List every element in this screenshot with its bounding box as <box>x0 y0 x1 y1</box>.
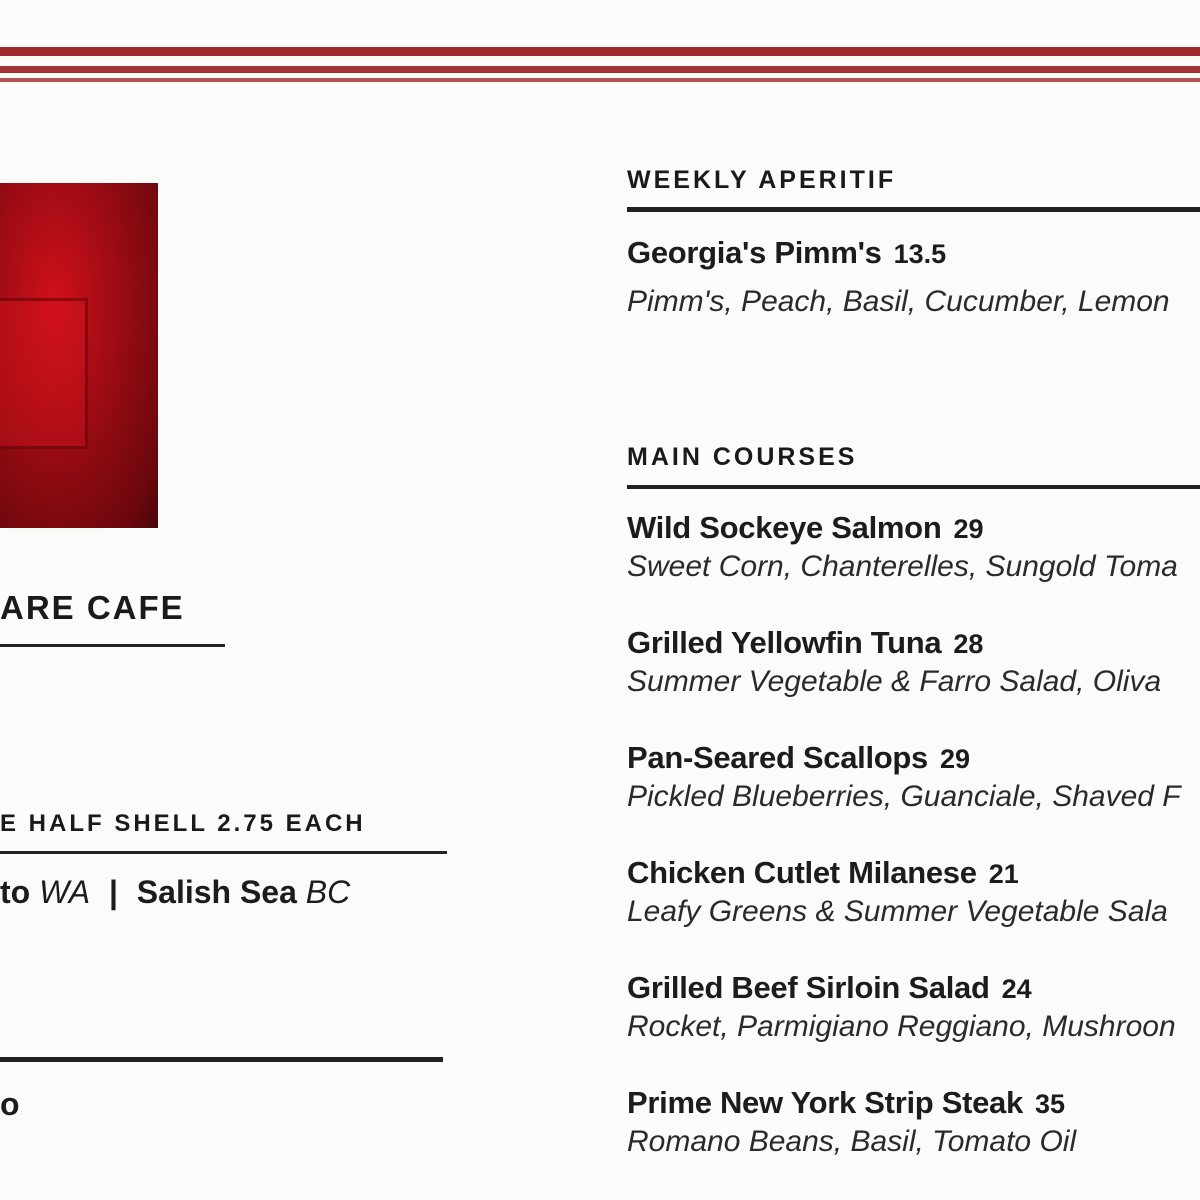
item-price: 29 <box>953 514 984 544</box>
right-column <box>627 0 1200 1200</box>
oyster-region: WA <box>39 874 91 910</box>
divider <box>627 485 1200 489</box>
item-description: Pickled Blueberries, Guanciale, Shaved F <box>627 780 1181 813</box>
oysters-heading: E HALF SHELL 2.75 EACH <box>0 810 366 837</box>
logo-inner-square <box>0 298 88 449</box>
aperitif-item <box>627 235 1170 319</box>
item-name: Pan-Seared Scallops <box>627 740 928 775</box>
divider <box>0 851 447 854</box>
oyster-name: to <box>0 874 31 910</box>
item-description: Leafy Greens & Summer Vegetable Sala <box>627 895 1168 928</box>
item-name: Grilled Yellowfin Tuna <box>627 625 942 660</box>
menu-item <box>627 625 1161 699</box>
restaurant-name: ARE CAFE <box>0 589 185 626</box>
divider <box>627 207 1200 212</box>
oyster-region: BC <box>305 874 351 910</box>
menu-item <box>627 1085 1076 1159</box>
menu-item-fragment: o <box>0 1086 20 1122</box>
menu-item <box>627 970 1176 1044</box>
item-description: Romano Beans, Basil, Tomato Oil <box>627 1125 1077 1158</box>
oyster-separator: | <box>108 874 118 910</box>
aperitif-heading: WEEKLY APERITIF <box>627 166 897 194</box>
item-name: Grilled Beef Sirloin Salad <box>627 970 990 1005</box>
item-name: Chicken Cutlet Milanese <box>627 855 977 890</box>
divider <box>0 1057 443 1062</box>
main-courses-heading: MAIN COURSES <box>627 443 858 471</box>
item-description: Summer Vegetable & Farro Salad, Oliva <box>627 665 1162 698</box>
item-name: Wild Sockeye Salmon <box>627 510 942 545</box>
item-name: Georgia's Pimm's <box>627 235 882 270</box>
item-description: Pimm's, Peach, Basil, Cucumber, Lemon <box>627 285 1170 318</box>
divider <box>0 644 225 647</box>
oysters-list <box>0 874 350 911</box>
item-description: Sweet Corn, Chanterelles, Sungold Toma <box>627 550 1178 583</box>
menu-item <box>627 740 1181 814</box>
item-price: 24 <box>1001 974 1032 1004</box>
item-price: 28 <box>953 629 984 659</box>
item-price: 13.5 <box>893 239 947 269</box>
oyster-name: Salish Sea <box>136 874 297 910</box>
item-price: 21 <box>988 859 1019 889</box>
item-description: Rocket, Parmigiano Reggiano, Mushroon <box>627 1010 1176 1043</box>
item-price: 29 <box>940 744 971 774</box>
item-name: Prime New York Strip Steak <box>627 1085 1023 1120</box>
item-price: 35 <box>1034 1089 1065 1119</box>
painted-logo-square <box>0 183 158 528</box>
menu-item <box>627 510 1178 584</box>
menu-item <box>627 855 1168 929</box>
